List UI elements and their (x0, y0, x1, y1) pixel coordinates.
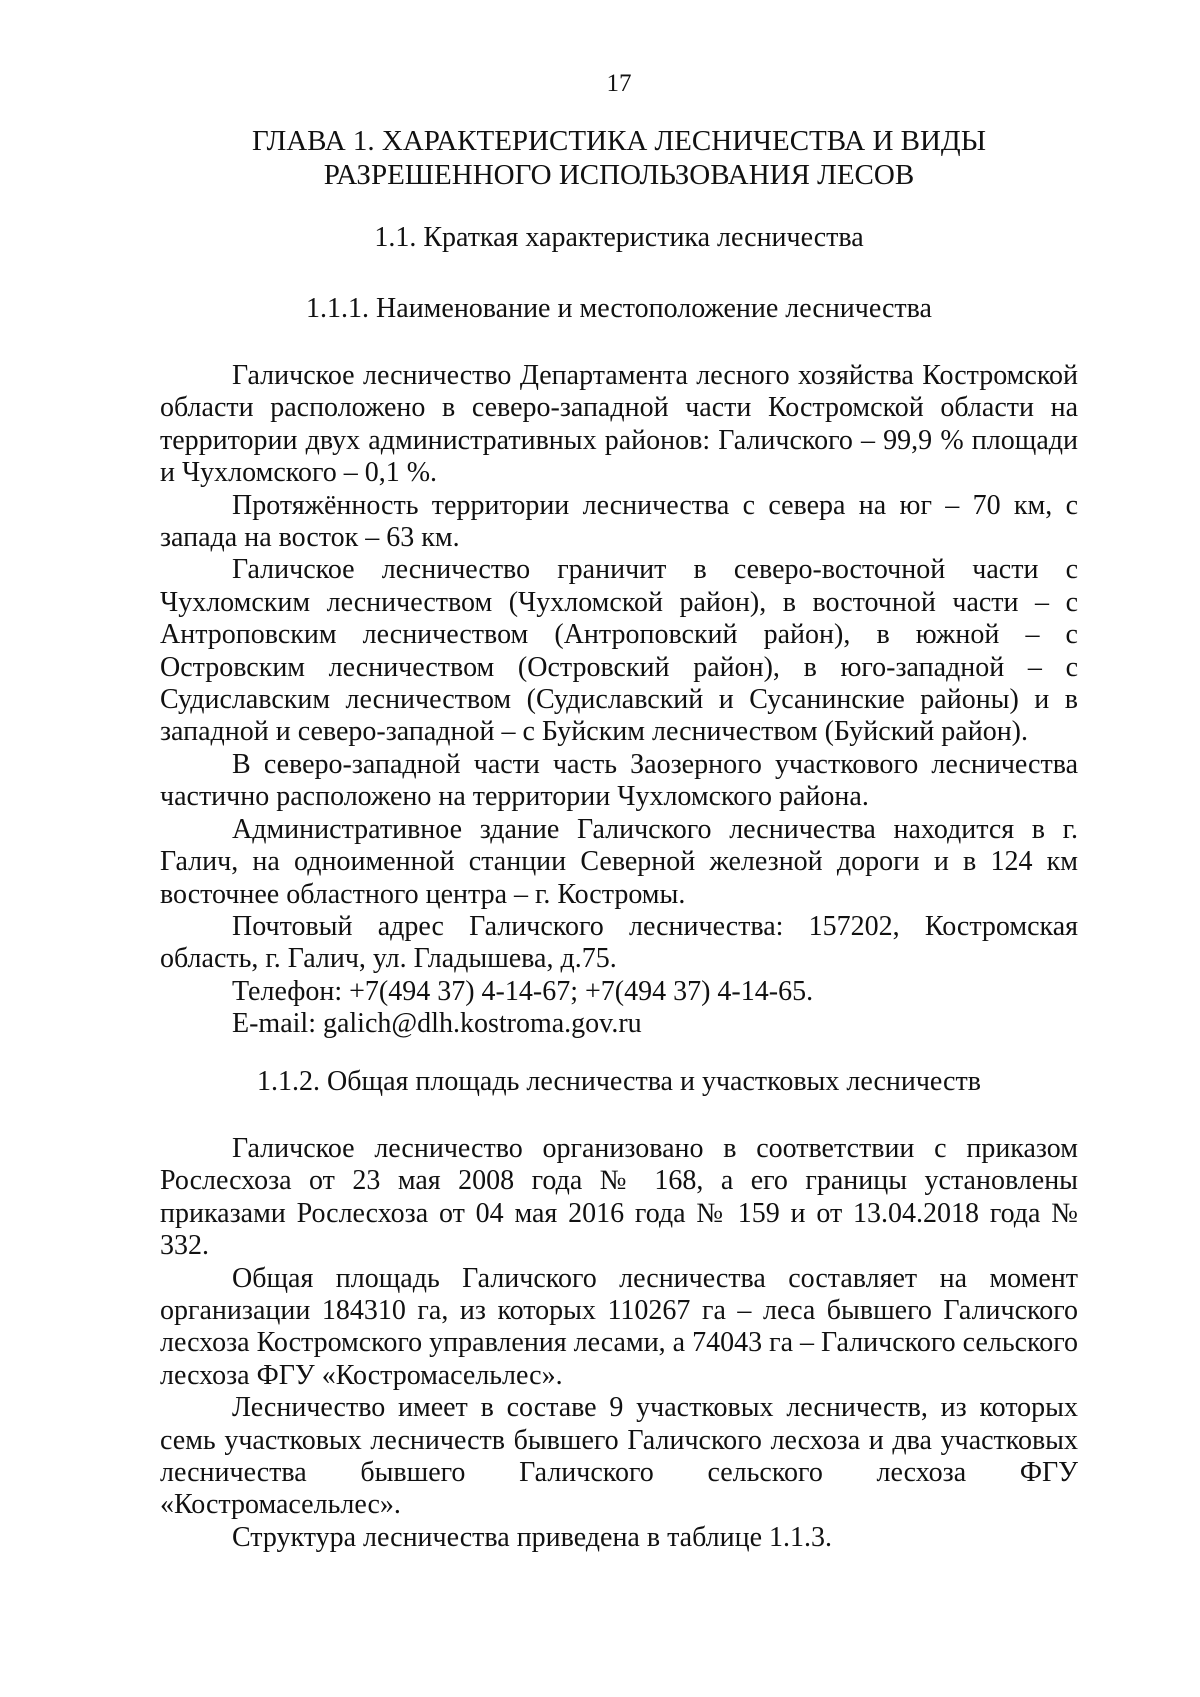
paragraph-admin-building: Административное здание Галичского лесничества находится в г. Галич, на одноименной станции Северной железной дороги и в 124 км восточнее областного центра – г. Костромы. (160, 813, 1078, 910)
section-1-1-2-body (160, 1133, 1078, 1554)
paragraph-borders: Галичское лесничество граничит в северо-восточной части с Чухломским лесничеством (Чухломской район), в восточной части – с Антроповским лесничеством (Антроповский район), в южной – с Островским лесничеством (Островский район), в юго-западной – с Судиславским лесничеством (Судиславский и Сусанинские районы) и в западной и северо-западной – с Буйским лесничеством (Буйский район). (160, 554, 1078, 748)
paragraph-zaozernoe: В северо-западной части часть Заозерного участкового лесничества частично расположено на территории Чухломского района. (160, 748, 1078, 813)
paragraph-subdivisions: Лесничество имеет в составе 9 участковых лесничеств, из которых семь участковых лесничеств бывшего Галичского лесхоза и два участковых лесничества бывшего Галичского сельского лесхоза ФГУ «Костромасельлес». (160, 1392, 1078, 1521)
paragraph-organization: Галичское лесничество организовано в соответствии с приказом Рослесхоза от 23 мая 2008 года № 168, а его границы установлены приказами Рослесхоза от 04 мая 2016 года № 159 и от 13.04.2018 года № 332. (160, 1133, 1078, 1262)
section-1-1-2-title: 1.1.2. Общая площадь лесничества и участковых лесничеств (257, 1066, 981, 1097)
paragraph-postal-address: Почтовый адрес Галичского лесничества: 157202, Костромская область, г. Галич, ул. Гладышева, д.75. (160, 910, 1078, 975)
paragraph-location: Галичское лесничество Департамента лесного хозяйства Костромской области расположено в северо-западной части Костромской области на территории двух административных районов: Галичского – 99,9 % площади и Чухломского – 0,1 %. (160, 360, 1078, 489)
paragraph-extent: Протяжённость территории лесничества с севера на юг – 70 км, с запада на восток – 63 км. (160, 489, 1078, 554)
section-1-1-1-title: 1.1.1. Наименование и местоположение лесничества (306, 293, 932, 324)
section-1-1-title: 1.1. Краткая характеристика лесничества (374, 222, 864, 253)
paragraph-total-area: Общая площадь Галичского лесничества составляет на момент организации 184310 га, из которых 110267 га – леса бывшего Галичского лесхоза Костромского управления лесами, а 74043 га – Галичского сельского лесхоза ФГУ «Костромасельлес». (160, 1262, 1078, 1391)
chapter-title-line-1: ГЛАВА 1. ХАРАКТЕРИСТИКА ЛЕСНИЧЕСТВА И ВИДЫ (251, 125, 987, 157)
page-number: 17 (606, 70, 632, 97)
section-1-1-1-body (160, 360, 1078, 1041)
paragraph-phone: Телефон: +7(494 37) 4-14-67; +7(494 37) 4-14-65. (232, 975, 814, 1007)
chapter-title-line-2: РАЗРЕШЕННОГО ИСПОЛЬЗОВАНИЯ ЛЕСОВ (323, 159, 915, 191)
paragraph-structure-ref: Структура лесничества приведена в таблице 1.1.3. (232, 1521, 833, 1553)
paragraph-email: E-mail: galich@dlh.kostroma.gov.ru (232, 1008, 642, 1040)
chapter-title (160, 124, 1078, 192)
